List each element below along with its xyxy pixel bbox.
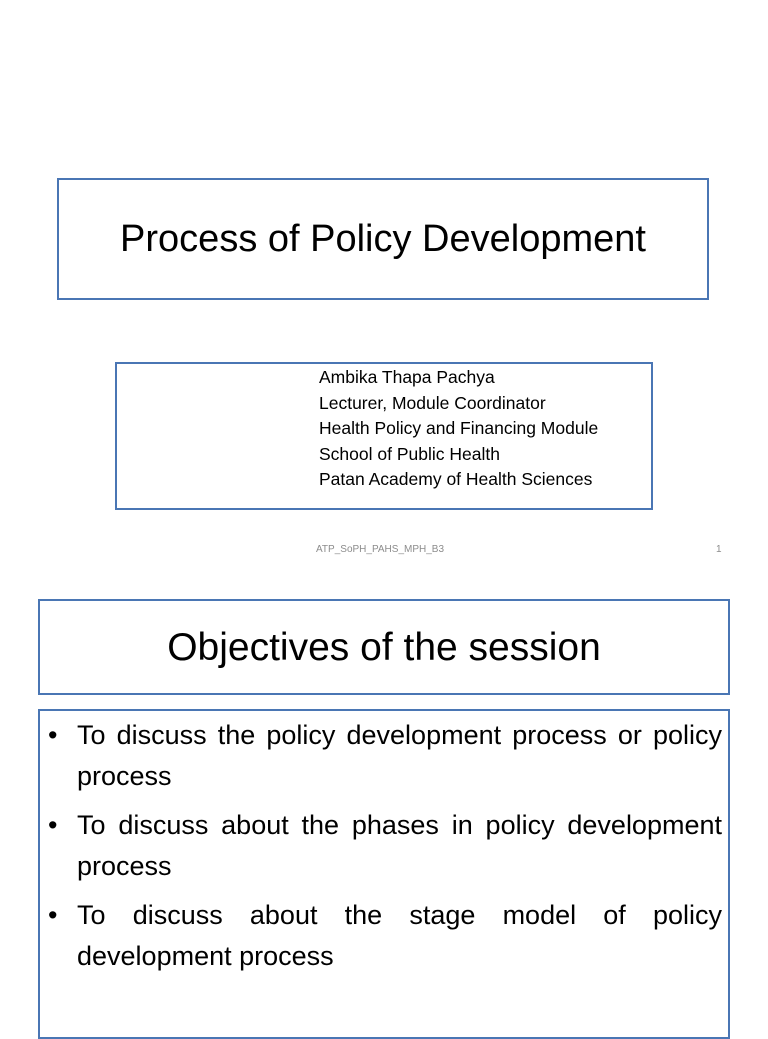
- list-item: [48, 805, 722, 887]
- list-item: [48, 715, 722, 797]
- objectives-list: [48, 715, 722, 985]
- author-info-box: [115, 362, 653, 510]
- bullet-text: To discuss the policy development process or policy process: [77, 720, 722, 791]
- slide-number: 1: [716, 544, 722, 555]
- author-school: School of Public Health: [319, 443, 500, 464]
- bullet-text: To discuss about the stage model of policy development process: [77, 900, 722, 971]
- list-item: [48, 895, 722, 977]
- bullet-text: To discuss about the phases in policy development process: [77, 810, 722, 881]
- title-box: [57, 178, 709, 300]
- bullet-icon: •: [48, 810, 58, 840]
- bullet-icon: •: [48, 720, 58, 750]
- author-lines: [319, 365, 598, 493]
- objectives-title: Objectives of the session: [167, 625, 601, 669]
- bullet-icon: •: [48, 900, 58, 930]
- author-role: Lecturer, Module Coordinator: [319, 392, 546, 413]
- slide-title: Process of Policy Development: [120, 218, 646, 260]
- slide-footer: ATP_SoPH_PAHS_MPH_B3: [316, 544, 445, 555]
- author-name: Ambika Thapa Pachya: [319, 367, 495, 387]
- author-module: Health Policy and Financing Module: [319, 418, 599, 438]
- objectives-title-box: [38, 599, 730, 695]
- author-institution: Patan Academy of Health Sciences: [319, 469, 593, 489]
- objectives-content-box: [38, 709, 730, 1039]
- slide-2: [0, 584, 768, 1024]
